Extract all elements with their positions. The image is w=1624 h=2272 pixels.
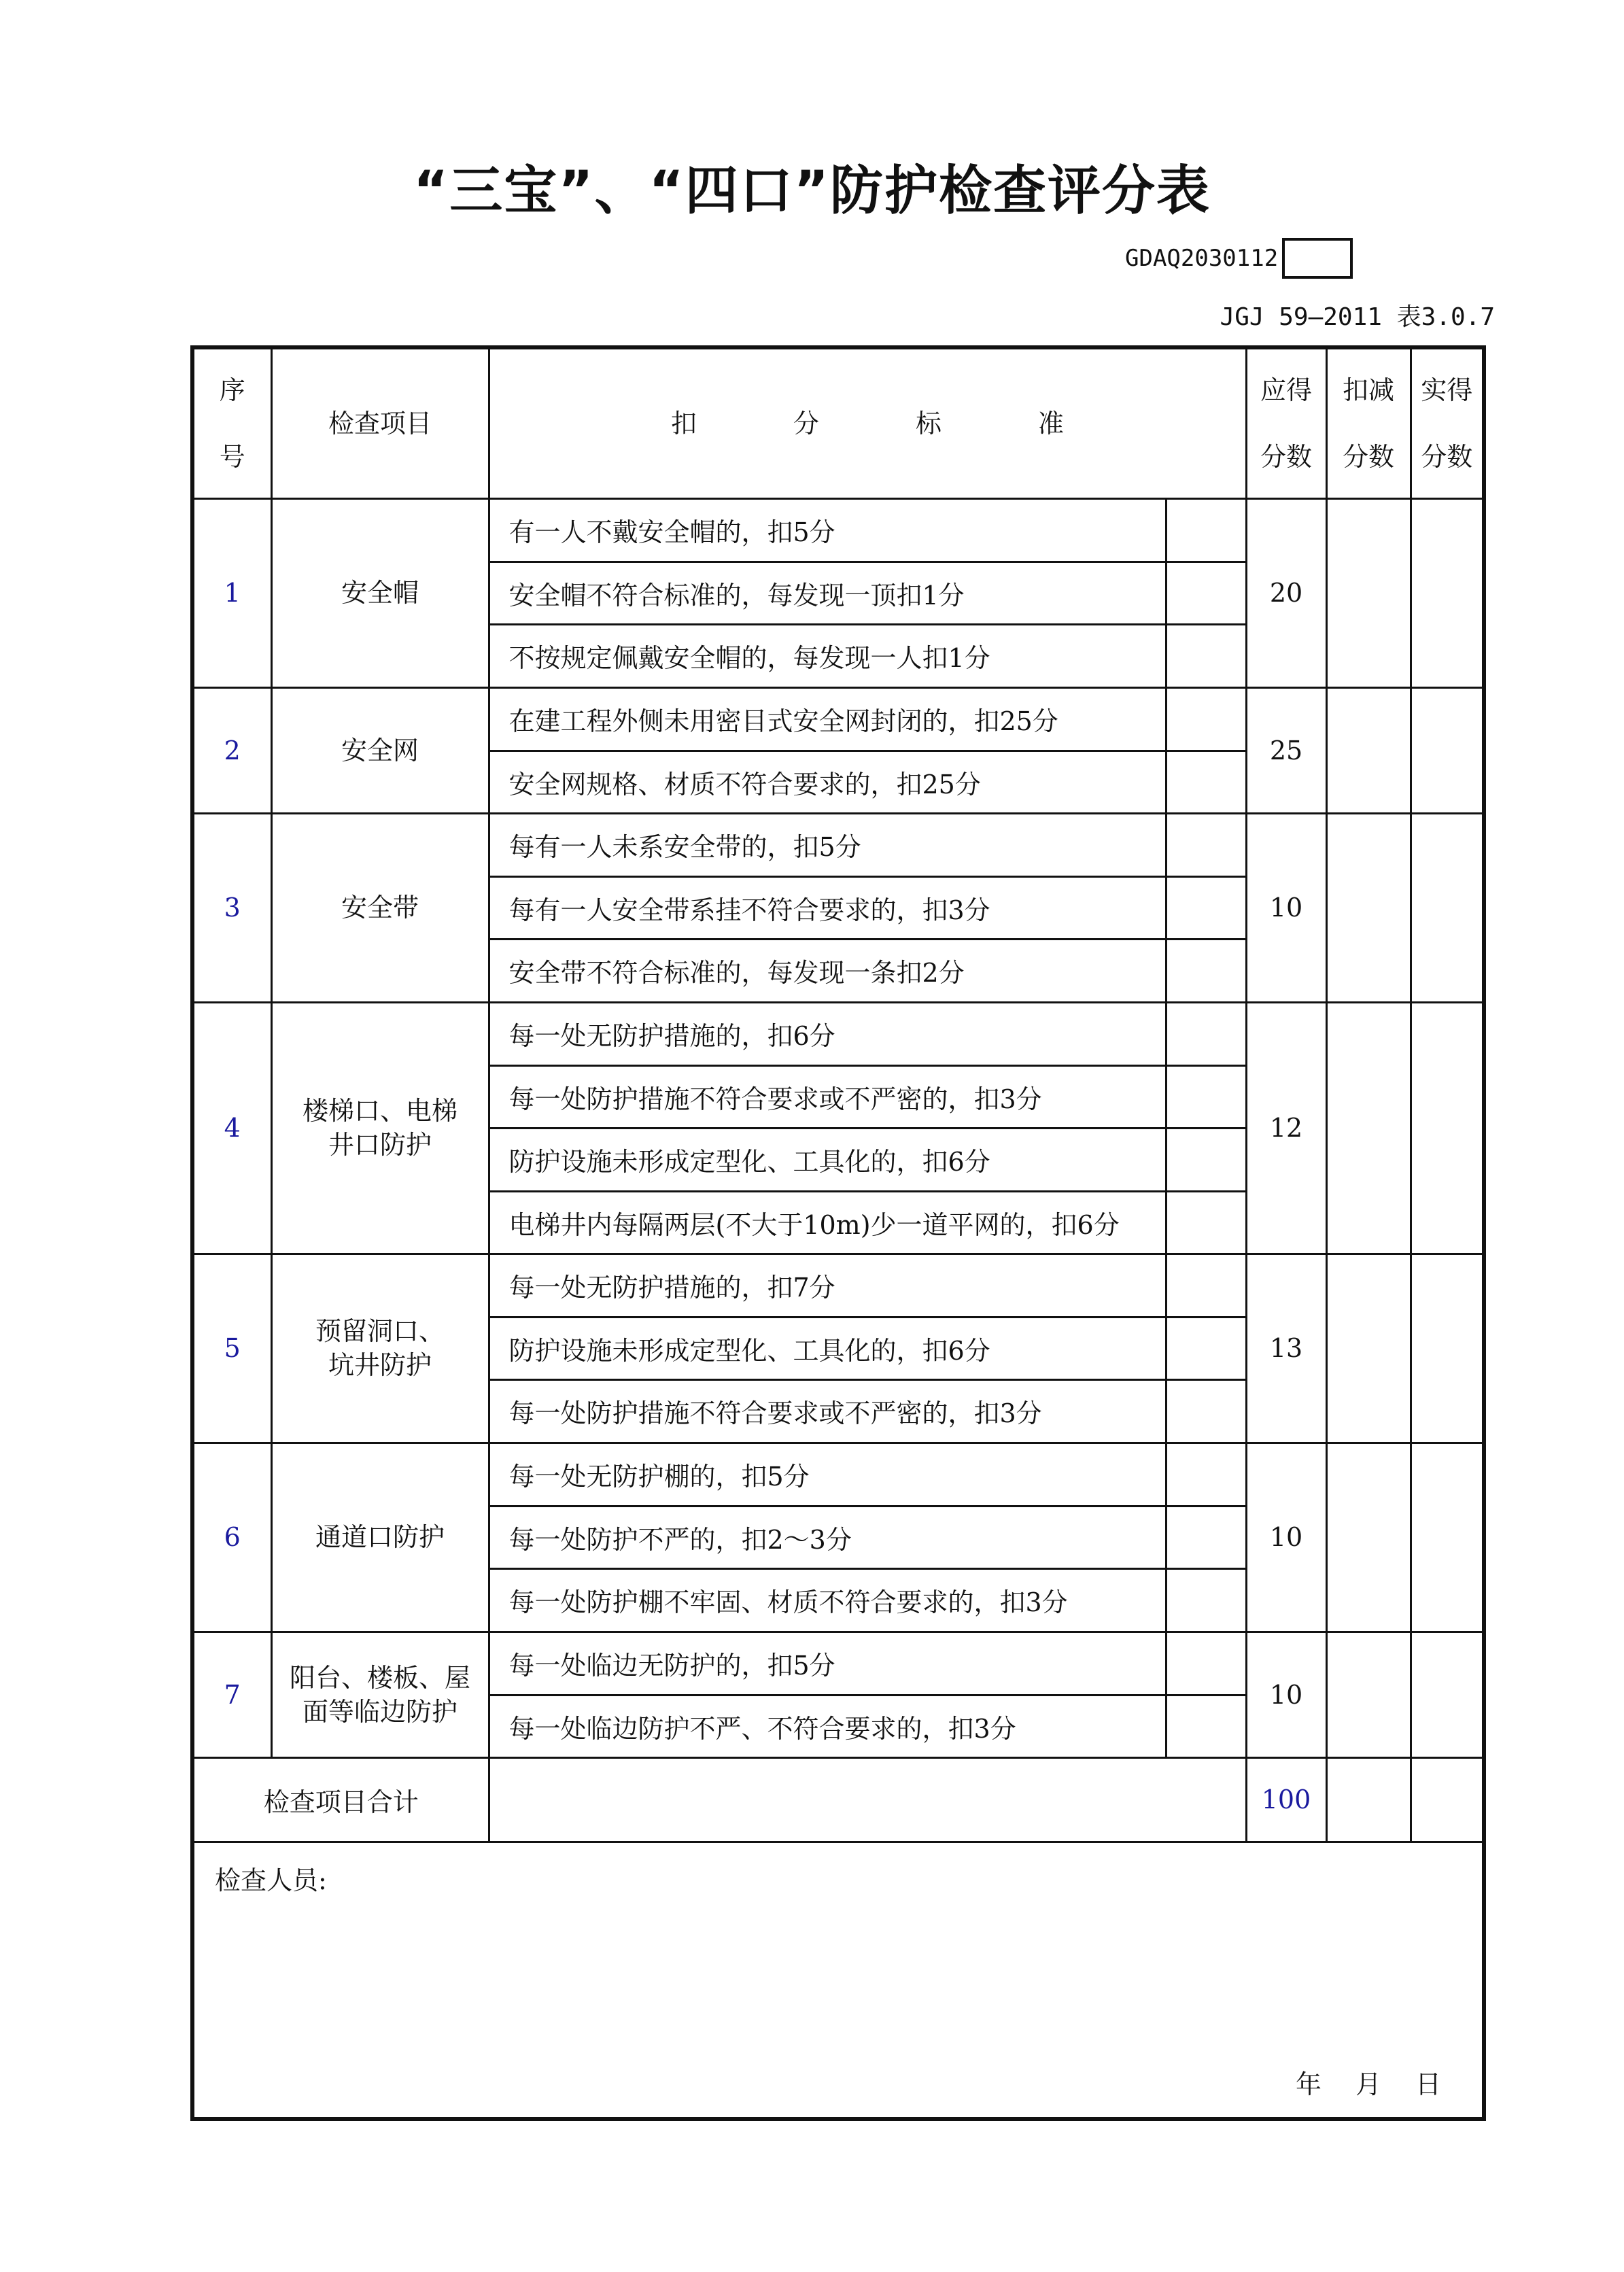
signature-row [192, 1842, 1484, 2119]
inspector-label: 检查人员: [215, 1865, 327, 1895]
full-score: 13 [1246, 1254, 1326, 1443]
criteria-deduct-cell[interactable] [1166, 939, 1246, 1002]
item-name [271, 498, 489, 687]
total-row [192, 1757, 1484, 1842]
total-score: 100 [1246, 1757, 1326, 1842]
item-number: 1 [192, 498, 271, 687]
criteria-deduct-cell[interactable] [1166, 1191, 1246, 1254]
criteria-deduct-cell[interactable] [1166, 624, 1246, 687]
header-deduct-score: 扣减 分数 [1326, 347, 1411, 498]
date-day: 日 [1415, 2069, 1441, 2099]
total-label: 检查项目合计 [192, 1757, 489, 1842]
item-number: 7 [192, 1632, 271, 1757]
deduct-score-cell[interactable] [1326, 687, 1411, 813]
criteria-text: 在建工程外侧未用密目式安全网封闭的，扣25分 [489, 687, 1166, 751]
criteria-text: 每一处防护措施不符合要求或不严密的，扣3分 [489, 1379, 1166, 1443]
criteria-deduct-cell[interactable] [1166, 1632, 1246, 1695]
criteria-text: 每一处防护措施不符合要求或不严密的，扣3分 [489, 1065, 1166, 1128]
item-name-line: 井口防护 [328, 1130, 432, 1160]
criteria-text: 每一处防护棚不牢固、材质不符合要求的，扣3分 [489, 1568, 1166, 1632]
date-year: 年 [1295, 2069, 1321, 2099]
form-title: “三宝”、“四口”防护检查评分表 [413, 160, 1211, 222]
header-seq: 序 号 [192, 347, 271, 498]
signature-cell[interactable] [192, 1842, 1484, 2119]
item-name-line: 面等临边防护 [302, 1696, 457, 1727]
item-name [271, 687, 489, 813]
item-name [271, 1443, 489, 1632]
item-number: 6 [192, 1443, 271, 1632]
criteria-text: 每有一人安全带系挂不符合要求的，扣3分 [489, 876, 1166, 939]
header-criteria: 扣 分 标 准 [489, 347, 1246, 498]
item-name-line: 安全帽 [341, 578, 419, 608]
actual-score-cell[interactable] [1411, 1443, 1484, 1632]
actual-score-cell[interactable] [1411, 1254, 1484, 1443]
item-name-line: 预留洞口、 [315, 1316, 445, 1346]
criteria-text: 每一处临边无防护的，扣5分 [489, 1632, 1166, 1695]
form-code-line [1125, 237, 1353, 280]
criteria-deduct-cell[interactable] [1166, 1128, 1246, 1191]
criteria-row [192, 1443, 1484, 1506]
actual-score-cell[interactable] [1411, 1632, 1484, 1757]
item-name-line: 安全网 [341, 735, 419, 765]
deduct-score-cell[interactable] [1326, 1002, 1411, 1254]
header-actual-score: 实得 分数 [1411, 347, 1484, 498]
criteria-row [192, 498, 1484, 562]
criteria-deduct-cell[interactable] [1166, 1695, 1246, 1757]
deduct-score-cell[interactable] [1326, 1632, 1411, 1757]
item-name [271, 1254, 489, 1443]
full-score: 12 [1246, 1002, 1326, 1254]
criteria-deduct-cell[interactable] [1166, 1254, 1246, 1317]
date-month: 月 [1355, 2069, 1381, 2099]
scoring-table [190, 345, 1486, 2121]
total-criteria-cell[interactable] [489, 1757, 1246, 1842]
criteria-text: 有一人不戴安全帽的，扣5分 [489, 498, 1166, 562]
deduct-score-cell[interactable] [1326, 813, 1411, 1002]
item-name-line: 阳台、楼板、屋 [289, 1662, 470, 1693]
criteria-row [192, 687, 1484, 751]
full-score: 10 [1246, 813, 1326, 1002]
criteria-deduct-cell[interactable] [1166, 1379, 1246, 1443]
criteria-text: 每一处无防护棚的，扣5分 [489, 1443, 1166, 1506]
criteria-row [192, 1002, 1484, 1065]
criteria-deduct-cell[interactable] [1166, 1568, 1246, 1632]
header-full-score: 应得 分数 [1246, 347, 1326, 498]
criteria-text: 每一处无防护措施的，扣6分 [489, 1002, 1166, 1065]
full-score: 20 [1246, 498, 1326, 687]
criteria-text: 不按规定佩戴安全帽的，每发现一人扣1分 [489, 624, 1166, 687]
criteria-deduct-cell[interactable] [1166, 1002, 1246, 1065]
item-name-line: 安全带 [341, 893, 419, 923]
item-name-line: 楼梯口、电梯 [302, 1096, 457, 1126]
criteria-deduct-cell[interactable] [1166, 1443, 1246, 1506]
item-number: 2 [192, 687, 271, 813]
date-line [1262, 2063, 1441, 2101]
criteria-text: 每一处无防护措施的，扣7分 [489, 1254, 1166, 1317]
item-number: 4 [192, 1002, 271, 1254]
header-item: 检查项目 [271, 347, 489, 498]
actual-score-cell[interactable] [1411, 1002, 1484, 1254]
criteria-text: 每有一人未系安全带的，扣5分 [489, 813, 1166, 876]
total-actual-cell[interactable] [1411, 1757, 1484, 1842]
criteria-text: 防护设施未形成定型化、工具化的，扣6分 [489, 1317, 1166, 1379]
item-number: 5 [192, 1254, 271, 1443]
criteria-deduct-cell[interactable] [1166, 876, 1246, 939]
full-score: 25 [1246, 687, 1326, 813]
criteria-deduct-cell[interactable] [1166, 1065, 1246, 1128]
standard-reference: JGJ 59—2011 表3.0.7 [1220, 303, 1495, 331]
item-name [271, 1002, 489, 1254]
criteria-deduct-cell[interactable] [1166, 1317, 1246, 1379]
criteria-deduct-cell[interactable] [1166, 1506, 1246, 1568]
criteria-deduct-cell[interactable] [1166, 687, 1246, 751]
criteria-row [192, 1632, 1484, 1695]
deduct-score-cell[interactable] [1326, 1254, 1411, 1443]
full-score: 10 [1246, 1443, 1326, 1632]
criteria-deduct-cell[interactable] [1166, 813, 1246, 876]
criteria-deduct-cell[interactable] [1166, 751, 1246, 813]
criteria-deduct-cell[interactable] [1166, 498, 1246, 562]
header-row [192, 347, 1484, 498]
deduct-score-cell[interactable] [1326, 498, 1411, 687]
deduct-score-cell[interactable] [1326, 1443, 1411, 1632]
criteria-text: 安全带不符合标准的，每发现一条扣2分 [489, 939, 1166, 1002]
criteria-row [192, 813, 1484, 876]
criteria-text: 安全网规格、材质不符合要求的，扣25分 [489, 751, 1166, 813]
item-name [271, 813, 489, 1002]
item-number: 3 [192, 813, 271, 1002]
item-name-line: 通道口防护 [315, 1522, 445, 1552]
criteria-text: 防护设施未形成定型化、工具化的，扣6分 [489, 1128, 1166, 1191]
criteria-text: 安全帽不符合标准的，每发现一顶扣1分 [489, 562, 1166, 624]
item-name [271, 1632, 489, 1757]
actual-score-cell[interactable] [1411, 498, 1484, 687]
criteria-text: 每一处临边防护不严、不符合要求的，扣3分 [489, 1695, 1166, 1757]
actual-score-cell[interactable] [1411, 813, 1484, 1002]
criteria-text: 电梯井内每隔两层(不大于10m)少一道平网的，扣6分 [489, 1191, 1166, 1254]
actual-score-cell[interactable] [1411, 687, 1484, 813]
total-deduct-cell[interactable] [1326, 1757, 1411, 1842]
form-code-input-box[interactable] [1282, 238, 1353, 279]
criteria-text: 每一处防护不严的，扣2～3分 [489, 1506, 1166, 1568]
item-name-line: 坑井防护 [328, 1350, 432, 1380]
form-code: GDAQ2030112 [1125, 245, 1279, 272]
full-score: 10 [1246, 1632, 1326, 1757]
criteria-deduct-cell[interactable] [1166, 562, 1246, 624]
criteria-row [192, 1254, 1484, 1317]
